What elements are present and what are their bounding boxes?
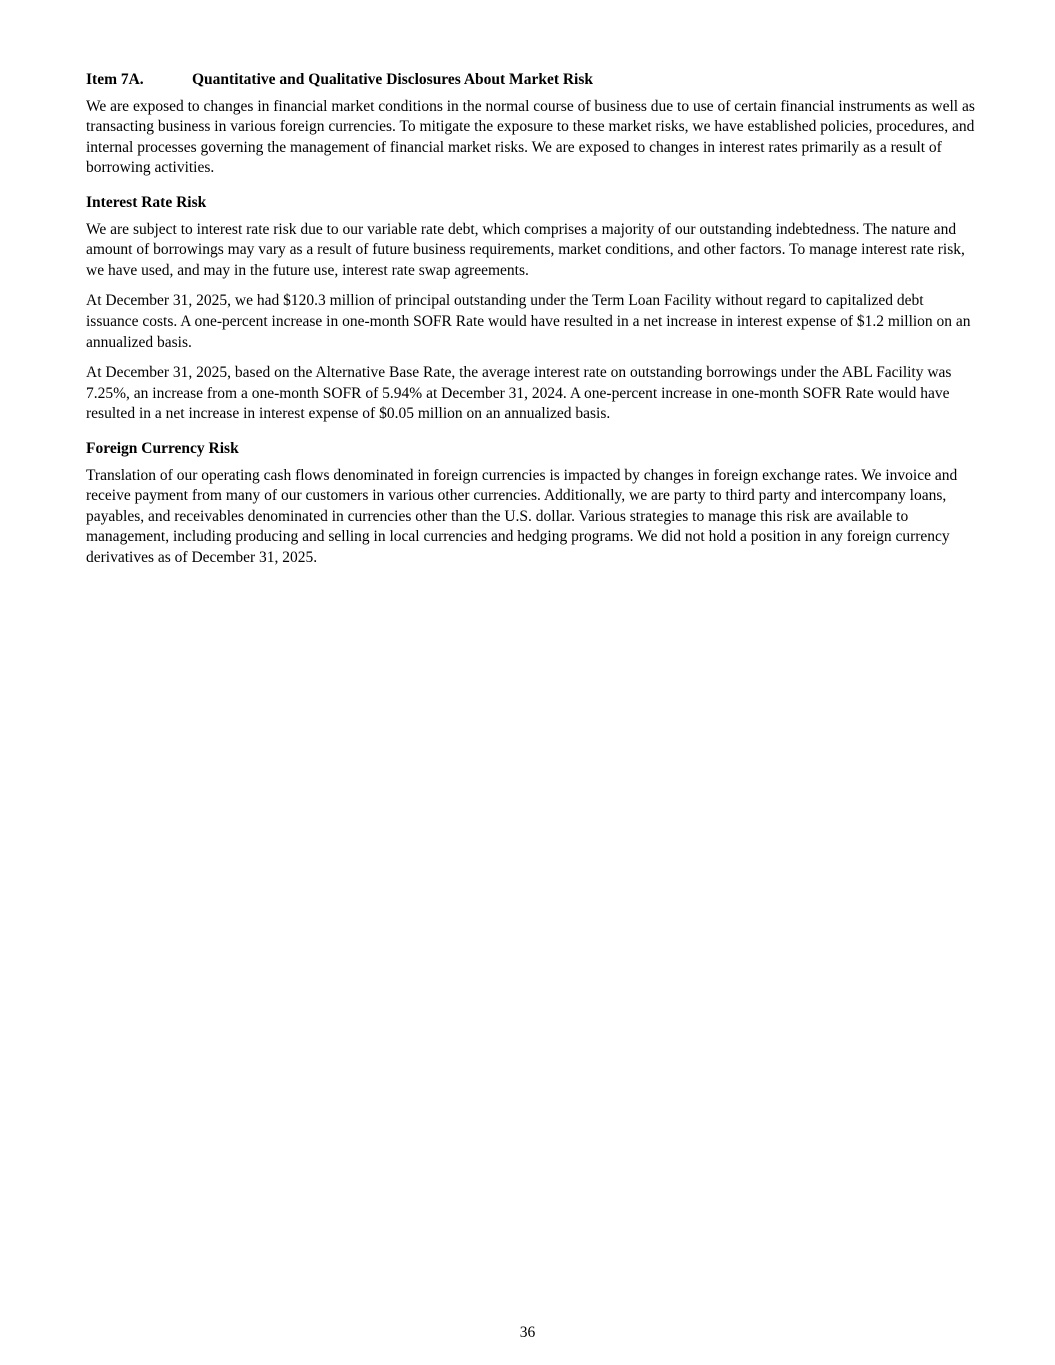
item-title: Quantitative and Qualitative Disclosures About Market Risk <box>192 71 594 88</box>
interest-rate-risk-paragraph-3: At December 31, 2025, based on the Alternative Base Rate, the average interest rate on outstanding borrowings under the ABL Facility was 7.25%, an increase from a one-month SOFR of 5.94% at December 31, 2024. A one-percent increase in one-month SOFR Rate would have resulted in a net increase in interest expense of $0.05 million on an annualized basis. <box>86 364 952 423</box>
interest-rate-risk-paragraph-1: We are subject to interest rate risk due to our variable rate debt, which comprises a majority of our outstanding indebtedness. The nature and amount of borrowings may vary as a result of future business requirements, market conditions, and other factors. To manage interest rate risk, we have used, and may in the future use, interest rate swap agreements. <box>86 220 965 279</box>
page-number: 36 <box>519 1324 536 1341</box>
item-number: Item 7A. <box>86 71 144 88</box>
item-heading <box>86 70 976 91</box>
page-content <box>86 70 976 578</box>
intro-paragraph: We are exposed to changes in financial market conditions in the normal course of business due to use of certain financial instruments as well as transacting business in various foreign currencies. To mitigate the exposure to these market risks, we have established policies, procedures, and internal processes governing the management of financial market risks. We are exposed to changes in interest rates primarily as a result of borrowing activities. <box>86 97 975 177</box>
foreign-currency-risk-paragraph-1: Translation of our operating cash flows denominated in foreign currencies is impacted by changes in foreign exchange rates. We invoice and receive payment from many of our customers in various other currencies. Additionally, we are party to third party and intercompany loans, payables, and receivables denominated in currencies other than the U.S. dollar. Various strategies to manage this risk are available to management, including producing and selling in local currencies and hedging programs. We did not hold a position in any foreign currency derivatives as of December 31, 2025. <box>86 466 958 566</box>
interest-rate-risk-paragraph-2: At December 31, 2025, we had $120.3 million of principal outstanding under the Term Loan Facility without regard to capitalized debt issuance costs. A one-percent increase in one-month SOFR Rate would have resulted in a net increase in interest expense of $1.2 million on an annualized basis. <box>86 292 971 351</box>
foreign-currency-risk-heading: Foreign Currency Risk <box>86 439 239 457</box>
interest-rate-risk-heading: Interest Rate Risk <box>86 193 207 211</box>
